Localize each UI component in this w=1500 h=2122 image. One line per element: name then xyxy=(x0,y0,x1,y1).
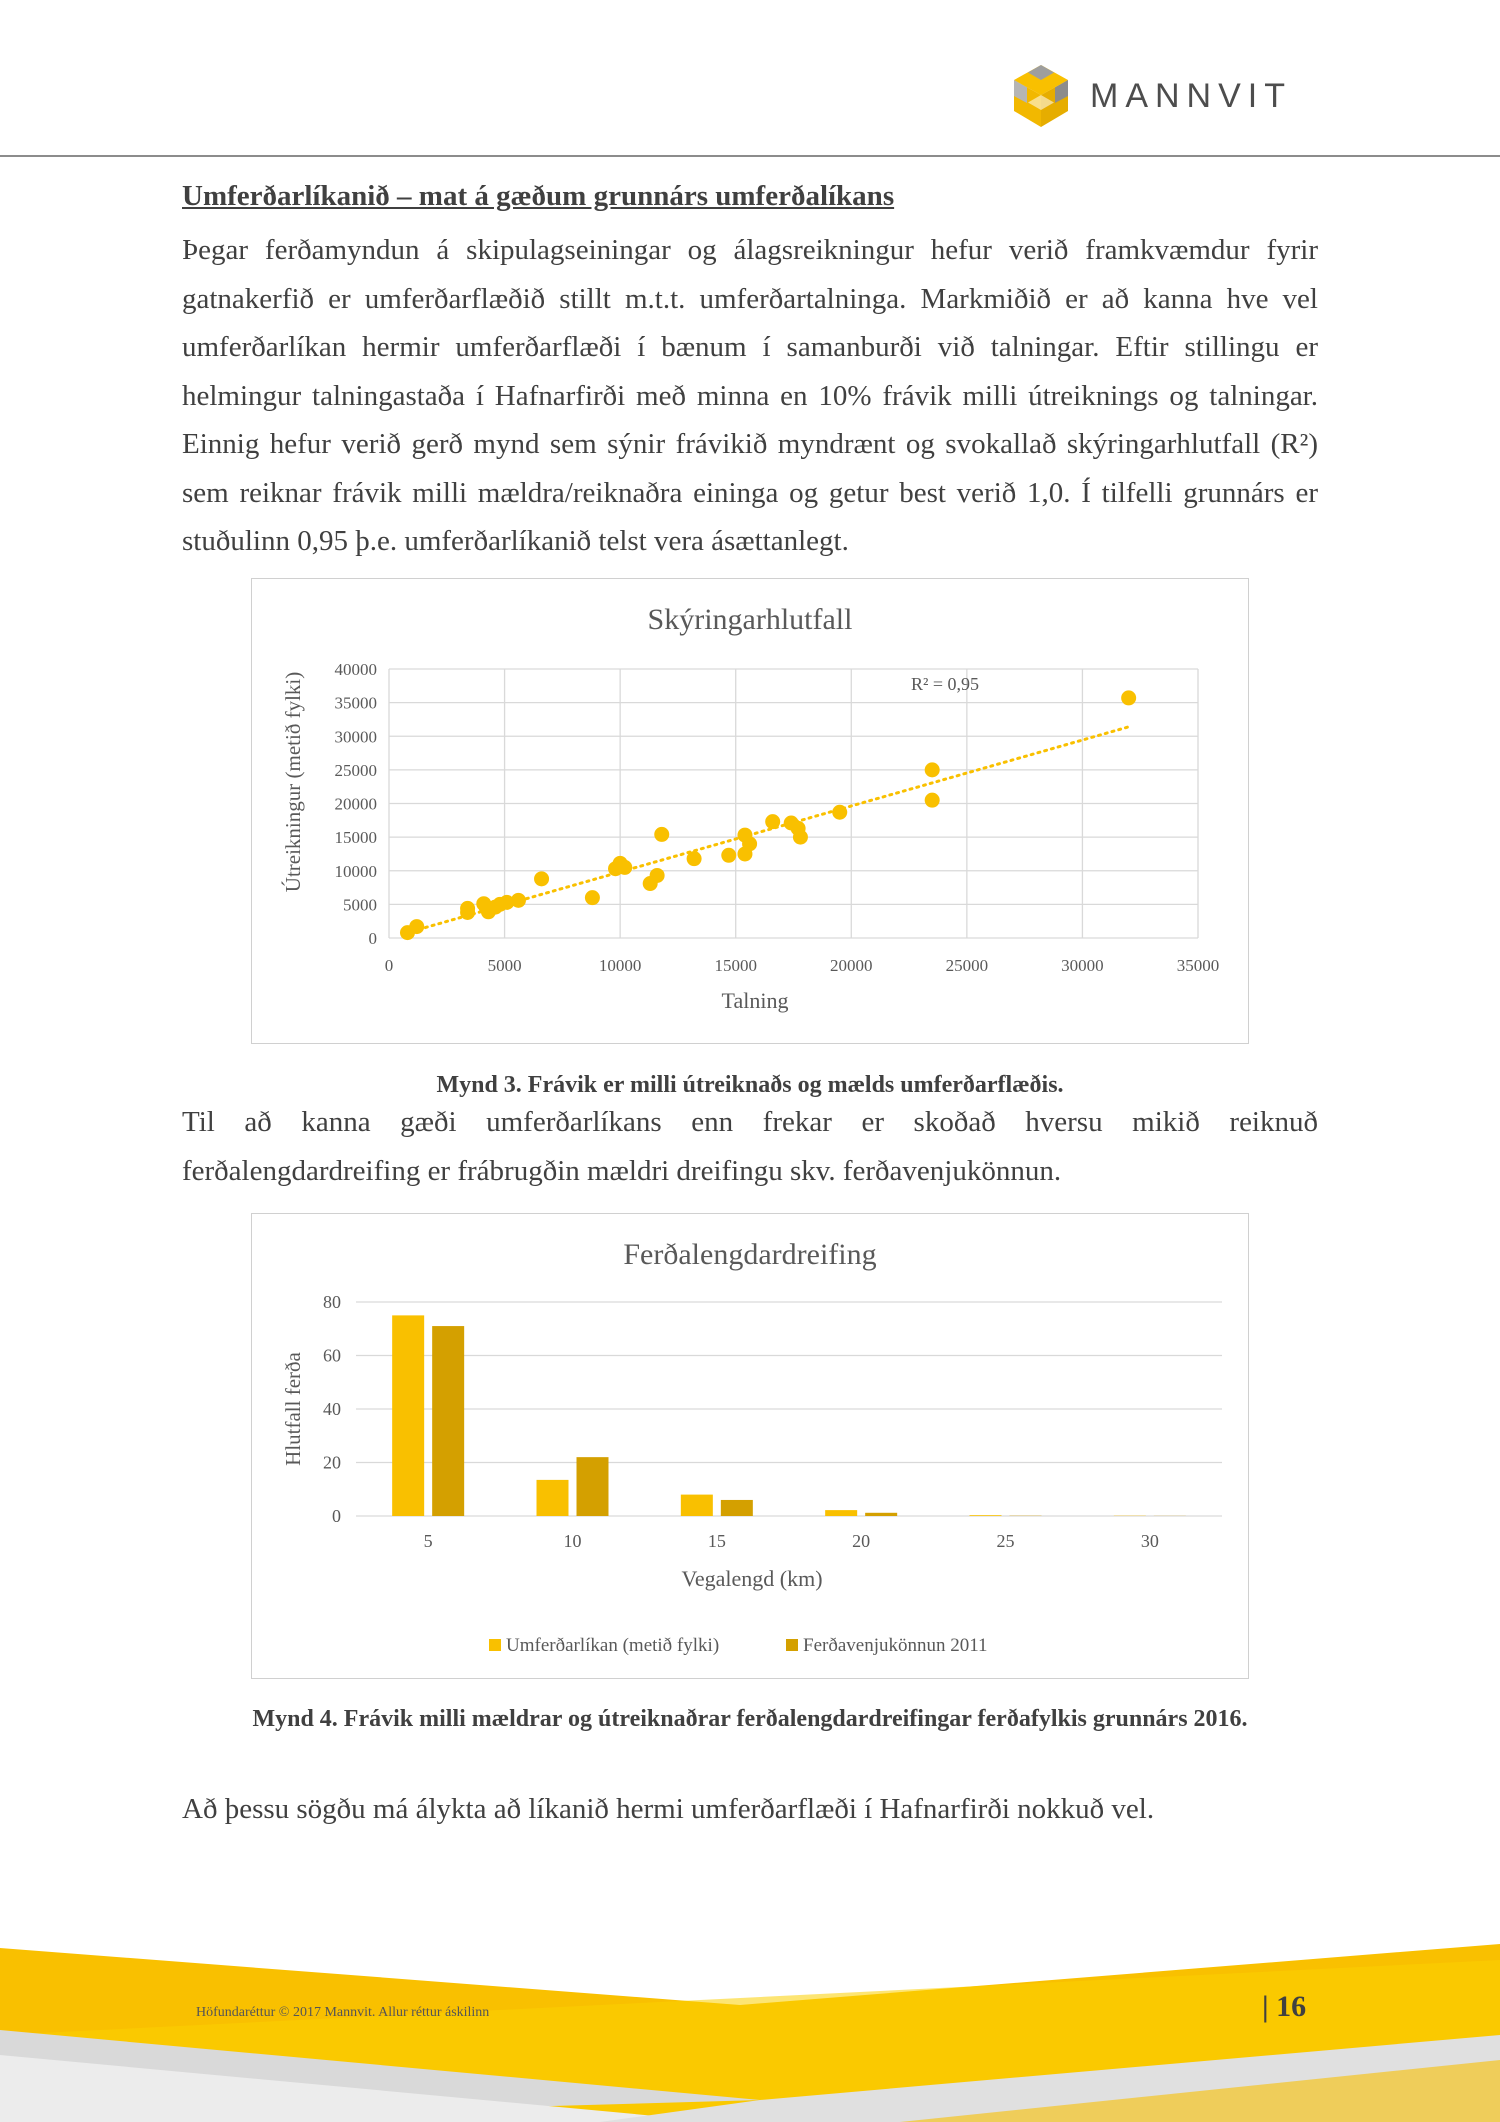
bar-survey xyxy=(721,1500,753,1516)
bar-model xyxy=(392,1315,424,1516)
bar-chart xyxy=(252,1214,1248,1678)
scatter-chart-figure xyxy=(251,578,1249,1044)
scatter-y-tick: 40000 xyxy=(334,660,377,679)
scatter-x-tick: 15000 xyxy=(714,956,757,975)
scatter-point xyxy=(742,836,757,851)
figure-4-caption: Mynd 4. Frávik milli mældrar og útreiknaðrar ferðalengdardreifingar ferðafylkis grunnárs 2016. xyxy=(252,1706,1248,1732)
scatter-point xyxy=(650,868,665,883)
legend-swatch-survey xyxy=(786,1639,798,1651)
bar-y-tick: 40 xyxy=(323,1399,341,1419)
scatter-point xyxy=(409,919,424,934)
scatter-x-tick: 0 xyxy=(384,956,394,975)
scatter-x-tick: 10000 xyxy=(598,956,642,975)
scatter-point xyxy=(765,814,780,829)
legend-label-survey: Ferðavenjukönnun 2011 xyxy=(803,1635,988,1656)
section-heading: Umferðarlíkanið – mat á gæðum grunnárs umferðalíkans xyxy=(182,180,895,212)
bar-y-tick: 0 xyxy=(332,1506,341,1526)
bar-model xyxy=(681,1495,713,1516)
scatter-point xyxy=(832,805,847,820)
scatter-y-tick: 0 xyxy=(368,929,377,948)
r-squared-label: R² = 0,95 xyxy=(910,674,980,694)
mannvit-logo xyxy=(1010,62,1292,130)
scatter-x-tick: 30000 xyxy=(1061,956,1104,975)
paragraph-trip-length: Til að kanna gæði umferðarlíkans enn frekar er skoðað hversu mikið reiknuð ferðalengdardreifing er frábrugðin mældri dreifingu skv. ferðavenjukönnun. xyxy=(182,1106,1318,1187)
scatter-x-tick: 25000 xyxy=(945,956,989,975)
scatter-point xyxy=(687,851,702,866)
paragraph-model-calibration: Þegar ferðamyndun á skipulagseiningar og álagsreikningur hefur verið framkvæmdur fyrir gatnakerfið er umferðarflæðið stillt m.t.t. umferðartalninga. Markmiðið er að kanna hve vel umferðarlíkan hermir umferðarflæði í bænum í samanburði við talningar. Eftir stillingu er helmingur talningastaða í Hafnarfirði með minna en 10% frávik milli útreiknings og talningar. Einnig hefur verið gerð mynd sem sýnir frávikið myndrænt og svokallað skýringarhlutfall (R²) sem reiknar frávik milli mældra/reiknaðra eininga og getur best verið 1,0. Í tilfelli grunnárs er stuðulinn 0,95 þ.e. umferðarlíkanið telst vera ásættanlegt. xyxy=(182,234,1318,557)
scatter-y-tick: 10000 xyxy=(334,861,377,881)
scatter-title: Skýringarhlutfall xyxy=(647,603,853,636)
scatter-point xyxy=(511,893,526,908)
scatter-point xyxy=(925,793,940,808)
scatter-x-axis-label: Talning xyxy=(721,988,789,1013)
scatter-point xyxy=(1121,690,1136,705)
scatter-point xyxy=(534,871,549,886)
bar-model xyxy=(825,1510,857,1516)
bar-survey xyxy=(432,1326,464,1516)
bar-y-tick: 20 xyxy=(323,1452,341,1473)
footer-copyright: Höfundaréttur © 2017 Mannvit. Allur réttur áskilinn xyxy=(196,2005,490,2020)
scatter-point xyxy=(585,890,600,905)
bar-chart-figure xyxy=(251,1213,1249,1679)
bar-x-tick: 20 xyxy=(852,1531,871,1551)
scatter-point xyxy=(793,830,808,845)
legend xyxy=(489,1635,988,1656)
scatter-x-tick: 35000 xyxy=(1176,956,1220,975)
bar-x-axis-label: Vegalengd (km) xyxy=(681,1566,823,1591)
bar-x-tick: 30 xyxy=(1140,1531,1159,1551)
bar-model xyxy=(537,1480,569,1516)
scatter-y-tick: 5000 xyxy=(343,895,377,915)
bar-survey xyxy=(577,1457,609,1516)
scatter-y-axis-label: Útreikningur (metið fylki) xyxy=(281,671,305,893)
page-number: | 16 xyxy=(1262,1990,1307,2023)
scatter-y-tick: 20000 xyxy=(334,794,377,814)
scatter-point xyxy=(617,860,632,875)
bar-x-tick: 25 xyxy=(996,1531,1015,1551)
scatter-y-tick: 30000 xyxy=(334,727,377,747)
bar-survey xyxy=(865,1513,897,1516)
scatter-x-tick: 20000 xyxy=(830,956,873,975)
scatter-y-tick: 15000 xyxy=(334,828,377,848)
scatter-point xyxy=(721,848,736,863)
bar-x-tick: 5 xyxy=(423,1531,433,1551)
bar-y-axis-label: Hlutfall ferða xyxy=(281,1352,305,1466)
scatter-y-tick: 35000 xyxy=(334,693,377,713)
scatter-x-tick: 5000 xyxy=(487,956,522,975)
bar-title: Ferðalengdardreifing xyxy=(623,1238,877,1271)
paragraph-conclusion: Að þessu sögðu má álykta að líkanið hermi umferðarflæði í Hafnarfirði nokkuð vel. xyxy=(182,1793,1155,1825)
header-divider xyxy=(0,155,1500,157)
footer-band xyxy=(0,1930,1500,2122)
scatter-chart xyxy=(252,579,1248,1043)
legend-swatch-model xyxy=(489,1639,501,1651)
bar-y-tick: 80 xyxy=(323,1292,341,1312)
scatter-point xyxy=(925,762,940,777)
scatter-point xyxy=(654,827,669,842)
legend-label-model: Umferðarlíkan (metið fylki) xyxy=(506,1635,720,1656)
bar-y-tick: 60 xyxy=(323,1345,341,1366)
scatter-y-tick: 25000 xyxy=(334,760,377,780)
bar-model xyxy=(970,1515,1002,1516)
logo-text: MANNVIT xyxy=(1090,76,1292,115)
mannvit-logo-icon xyxy=(1010,63,1072,129)
bar-x-tick: 15 xyxy=(707,1531,726,1551)
bar-x-tick: 10 xyxy=(563,1531,582,1551)
figure-3-caption: Mynd 3. Frávik er milli útreiknaðs og mælds umferðarflæðis. xyxy=(436,1072,1064,1098)
scatter-point xyxy=(460,901,475,916)
